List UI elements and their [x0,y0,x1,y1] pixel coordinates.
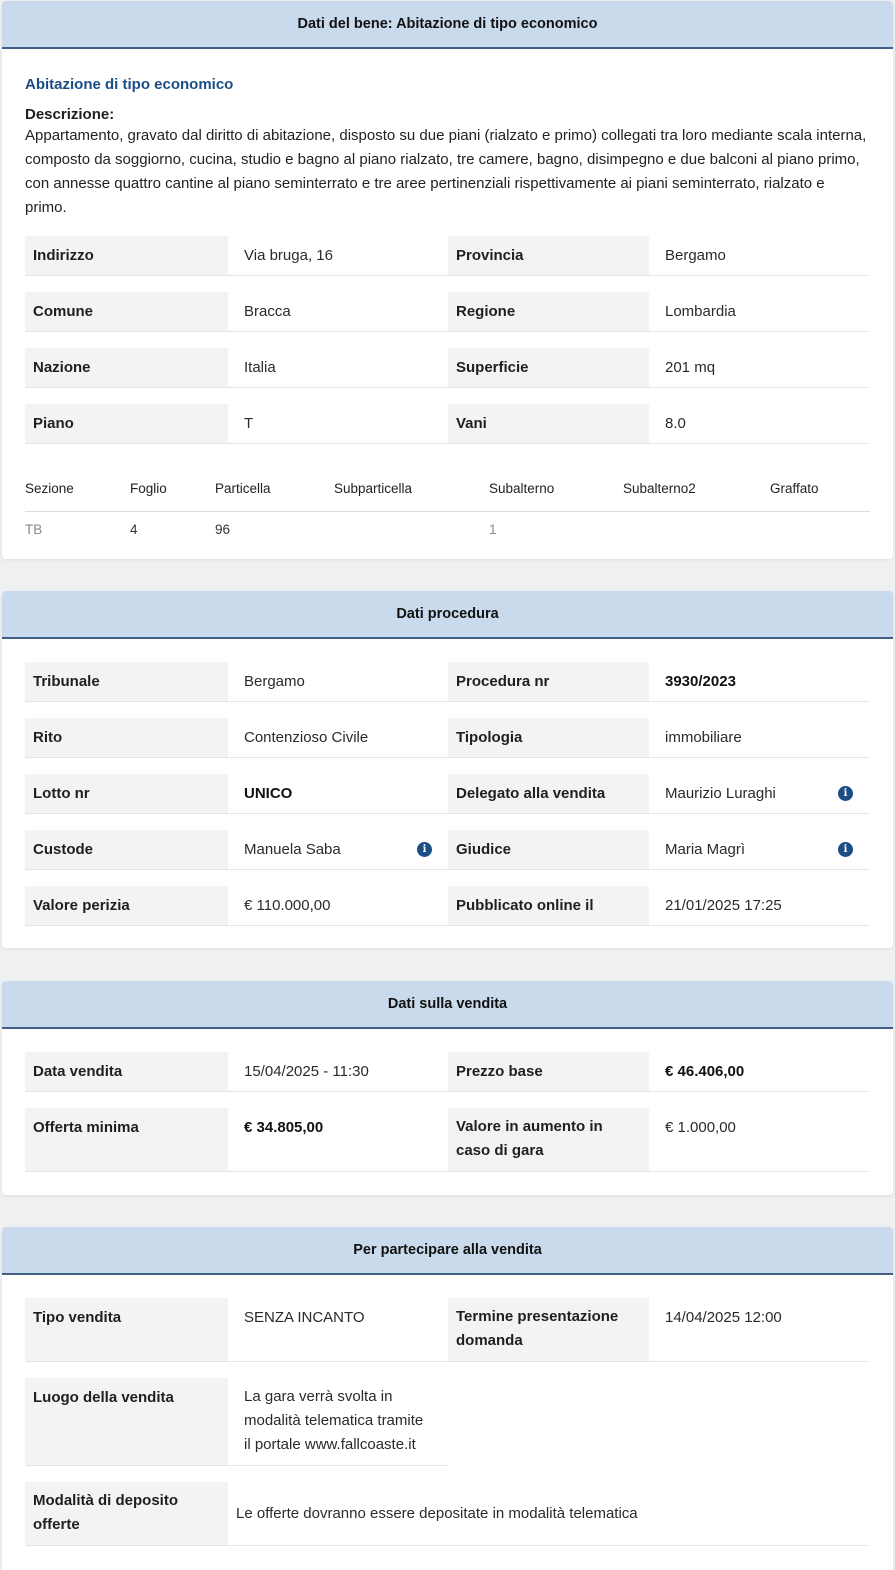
value-custode: Manuela Saba [244,841,341,858]
label-provincia: Provincia [448,236,649,276]
value-deposito: Le offerte dovranno essere depositate in modalità telematica [228,1482,869,1546]
value-vani: 8.0 [649,404,869,444]
label-delegato: Delegato alla vendita [448,774,649,814]
participation-grid [25,1298,870,1546]
value-superficie: 201 mq [649,348,869,388]
card-dati-vendita [2,981,893,1195]
info-icon[interactable]: i [838,786,853,801]
label-indirizzo: Indirizzo [25,236,228,276]
label-lotto-nr: Lotto nr [25,774,228,814]
procedure-details-grid [25,662,870,926]
value-procedura-nr: 3930/2023 [649,662,869,702]
value-offerta-minima: € 34.805,00 [228,1108,448,1172]
label-tipo-vendita: Tipo vendita [25,1298,228,1362]
value-indirizzo: Via bruga, 16 [228,236,448,276]
cadastral-table [25,472,870,552]
value-custode-cell [228,830,448,870]
label-procedura-nr: Procedura nr [448,662,649,702]
label-vani: Vani [448,404,649,444]
info-icon[interactable]: i [417,842,432,857]
label-prezzo-base: Prezzo base [448,1052,649,1092]
value-provincia: Bergamo [649,236,869,276]
value-rito: Contenzioso Civile [228,718,448,758]
section-header: Dati sulla vendita [2,981,893,1029]
label-nazione: Nazione [25,348,228,388]
label-rito: Rito [25,718,228,758]
cadastral-data-row [25,512,870,552]
section-header: Per partecipare alla vendita [2,1227,893,1275]
cell-subalterno: 1 [489,522,497,537]
value-prezzo-base: € 46.406,00 [649,1052,869,1092]
label-data-vendita: Data vendita [25,1052,228,1092]
value-giudice: Maria Magrì [665,841,746,858]
value-giudice-cell [649,830,869,870]
label-regione: Regione [448,292,649,332]
value-comune: Bracca [228,292,448,332]
value-pubblicato: 21/01/2025 17:25 [649,886,869,926]
label-tribunale: Tribunale [25,662,228,702]
value-tribunale: Bergamo [228,662,448,702]
label-giudice: Giudice [448,830,649,870]
value-piano: T [228,404,448,444]
value-tipo-vendita: SENZA INCANTO [228,1298,448,1362]
value-valore-aumento: € 1.000,00 [649,1108,869,1172]
value-termine: 14/04/2025 12:00 [649,1298,869,1362]
label-deposito: Modalità di deposito offerte [25,1482,228,1546]
label-tipologia: Tipologia [448,718,649,758]
cadastral-header-row [25,472,870,512]
value-delegato-cell [649,774,869,814]
value-data-vendita: 15/04/2025 - 11:30 [228,1052,448,1092]
cell-particella: 96 [215,522,231,537]
section-header: Dati procedura [2,591,893,639]
col-subalterno2: Subalterno2 [623,481,696,496]
card-partecipare [2,1227,893,1570]
card-dati-procedura [2,591,893,948]
label-valore-perizia: Valore perizia [25,886,228,926]
col-graffato: Graffato [770,481,819,496]
value-nazione: Italia [228,348,448,388]
label-termine: Termine presentazione domanda [448,1298,649,1362]
label-piano: Piano [25,404,228,444]
value-delegato: Maurizio Luraghi [665,785,776,802]
description-label: Descrizione: [25,106,115,123]
label-superficie: Superficie [448,348,649,388]
label-valore-aumento: Valore in aumento in caso di gara [448,1108,649,1172]
section-header: Dati del bene: Abitazione di tipo economico [2,1,893,49]
label-luogo: Luogo della vendita [25,1378,228,1466]
value-regione: Lombardia [649,292,869,332]
cell-foglio: 4 [130,522,138,537]
label-offerta-minima: Offerta minima [25,1108,228,1172]
label-pubblicato: Pubblicato online il [448,886,649,926]
col-sezione: Sezione [25,481,74,496]
value-tipologia: immobiliare [649,718,869,758]
value-valore-perizia: € 110.000,00 [228,886,448,926]
info-icon[interactable]: i [838,842,853,857]
col-particella: Particella [215,481,271,496]
property-details-grid [25,236,870,444]
col-subparticella: Subparticella [334,481,413,496]
sale-details-grid [25,1052,870,1172]
col-subalterno: Subalterno [489,481,555,496]
card-dati-bene [2,1,893,559]
value-luogo: La gara verrà svolta in modalità telematica tramite il portale www.fallcoaste.it [228,1378,448,1466]
col-foglio: Foglio [130,481,167,496]
property-type-title: Abitazione di tipo economico [25,76,234,93]
value-lotto-nr: UNICO [228,774,448,814]
cell-sezione: TB [25,522,43,537]
label-comune: Comune [25,292,228,332]
description-text: Appartamento, gravato dal diritto di abitazione, disposto su due piani (rialzato e primo) collegati tra loro mediante scala interna, composto da soggiorno, cucina, studio e bagno al piano rialzato, tre camere, bagno, disimpegno e due balconi al piano primo, con annesse quattro cantine al piano seminterrato e tre aree pertinenziali rispettivamente ai piani seminterrato, rialzato e primo. [25,127,867,216]
label-custode: Custode [25,830,228,870]
